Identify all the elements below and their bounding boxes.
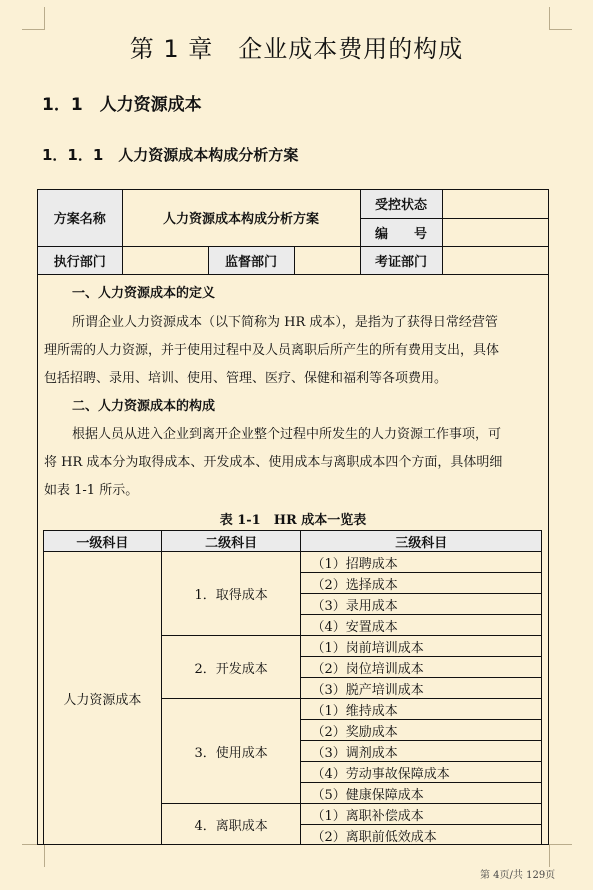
level2-cell: 3．使用成本 [161,699,301,804]
level3-cell: （1）招聘成本 [301,552,542,573]
corner-mark-bottom-right [549,844,572,867]
corner-mark-top-left [22,7,45,30]
supervise-dept-label: 监督部门 [208,246,294,274]
hr-cost-table [43,530,542,845]
plan-name-value: 人力资源成本构成分析方案 [122,190,360,246]
level2-cell: 4．离职成本 [161,804,301,846]
level3-cell: （3）调剂成本 [301,741,542,762]
control-status-value[interactable] [442,190,548,218]
s2-line-3: 如表 1-1 所示。 [44,483,139,498]
cert-dept-value[interactable] [442,246,548,274]
section-1-title: 一、人力资源成本的定义 [72,286,216,301]
col-header-level3: 三级科目 [301,531,542,552]
level3-cell: （2）选择成本 [301,573,542,594]
s2-line-1: 根据人员从进入企业到离开企业整个过程中所发生的人力资源工作事项，可 [72,427,502,442]
corner-mark-bottom-left [22,844,45,867]
level1-cell: 人力资源成本 [44,552,162,846]
s1-line-3: 包括招聘、录用、培训、使用、管理、医疗、保健和福利等各项费用。 [44,371,448,386]
supervise-dept-value[interactable] [294,246,360,274]
chapter-title: 第 1 章 企业成本费用的构成 [129,35,464,63]
level3-cell: （4）劳动事故保障成本 [301,762,542,783]
col-header-level2: 二级科目 [161,531,301,552]
control-status-label: 受控状态 [360,190,442,218]
level2-cell: 2．开发成本 [161,636,301,699]
col-header-level1: 一级科目 [44,531,162,552]
level3-cell: （1）岗前培训成本 [301,636,542,657]
level3-cell: （1）离职补偿成本 [301,804,542,825]
level3-cell: （2）离职前低效成本 [301,825,542,846]
table-caption: 表 1-1 HR 成本一览表 [219,513,367,528]
level3-cell: （3）脱产培训成本 [301,678,542,699]
level3-cell: （2）岗位培训成本 [301,657,542,678]
exec-dept-value[interactable] [122,246,208,274]
table-row [44,552,542,573]
level3-cell: （5）健康保障成本 [301,783,542,804]
corner-mark-top-right [549,7,572,30]
s1-line-1: 所谓企业人力资源成本（以下简称为 HR 成本），是指为了获得日常经营管 [72,315,498,330]
section-heading: 1．1 人力资源成本 [42,95,202,115]
plan-name-label: 方案名称 [38,190,122,246]
cert-dept-label: 考证部门 [360,246,442,274]
subsection-heading: 1．1．1 人力资源成本构成分析方案 [42,146,299,164]
level3-cell: （3）录用成本 [301,594,542,615]
section-2-title: 二、人力资源成本的构成 [72,399,216,414]
level3-cell: （4）安置成本 [301,615,542,636]
number-value[interactable] [442,218,548,246]
exec-dept-label: 执行部门 [38,246,122,274]
plan-header-table [38,190,548,275]
level3-cell: （2）奖励成本 [301,720,542,741]
level2-cell: 1．取得成本 [161,552,301,636]
number-label: 编 号 [360,218,442,246]
page-number: 第 4页/共 129页 [480,870,556,881]
plan-frame [37,189,549,845]
s1-line-2: 理所需的人力资源，并于使用过程中及人员离职后所产生的所有费用支出，具体 [44,343,500,358]
s2-line-2: 将 HR 成本分为取得成本、开发成本、使用成本与离职成本四个方面，具体明细 [44,455,503,470]
level3-cell: （1）维持成本 [301,699,542,720]
